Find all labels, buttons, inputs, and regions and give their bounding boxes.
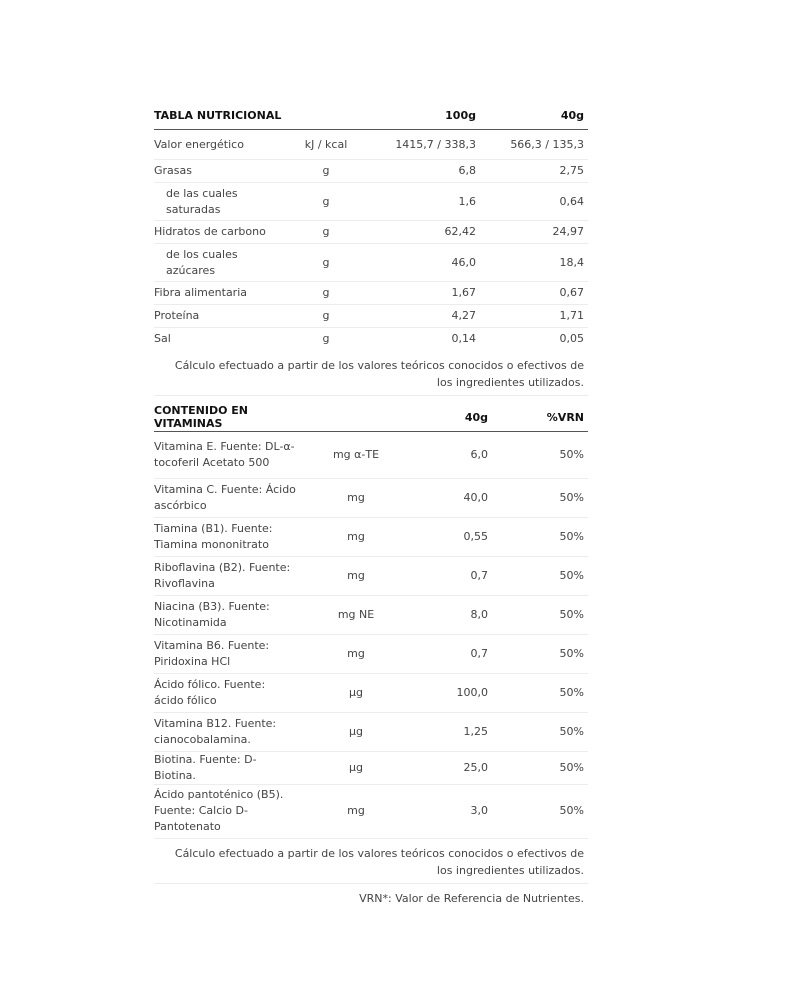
nutrient-value-40g: 0,64 — [480, 183, 588, 221]
vitamin-unit: µg — [304, 712, 408, 751]
vitamin-row — [154, 751, 588, 784]
nutrient-value-100g: 1,67 — [356, 282, 480, 305]
nutrient-value-40g: 0,67 — [480, 282, 588, 305]
nutrition-row — [154, 160, 588, 183]
vitamin-name: Riboflavina (B2). Fuente: Rivoflavina — [154, 556, 304, 595]
nutrient-value-100g: 62,42 — [356, 221, 480, 244]
nutrient-unit: kJ / kcal — [296, 130, 356, 160]
vitamin-name: Ácido fólico. Fuente: ácido fólico — [154, 673, 304, 712]
nutrient-value-40g: 0,05 — [559, 332, 584, 346]
vitamin-unit: mg NE — [304, 595, 408, 634]
vitamin-unit: µg — [304, 673, 408, 712]
col-header-vrn: %VRN — [492, 404, 588, 432]
nutrient-name: de los cuales azúcares — [154, 244, 296, 282]
vitamin-vrn: 50% — [492, 751, 588, 784]
vitamin-row — [154, 673, 588, 712]
vrn-footnote: VRN*: Valor de Referencia de Nutrientes. — [359, 892, 584, 905]
nutrient-value-40g: 24,97 — [480, 221, 588, 244]
vitamin-value-40g: 0,7 — [408, 634, 492, 673]
vitamin-row — [154, 431, 588, 478]
nutrient-unit: g — [322, 332, 330, 346]
nutrient-value-100g: 1,6 — [356, 183, 480, 221]
vitamins-table-title: CONTENIDO EN VITAMINAS — [154, 404, 304, 432]
nutrition-note-block — [154, 351, 588, 396]
vitamins-table — [154, 404, 588, 839]
vitamin-vrn: 50% — [559, 804, 584, 818]
vitamin-vrn: 50% — [492, 634, 588, 673]
col-header-vit-40g: 40g — [408, 404, 492, 432]
vitamin-unit: mg — [304, 478, 408, 517]
vitamin-row — [154, 634, 588, 673]
nutrient-value-40g: 566,3 / 135,3 — [480, 130, 588, 160]
vitamin-value-40g: 6,0 — [408, 431, 492, 478]
vitamin-row — [154, 712, 588, 751]
nutrient-unit: g — [296, 160, 356, 183]
vitamin-row — [154, 595, 588, 634]
vitamin-value-40g: 100,0 — [408, 673, 492, 712]
vitamin-vrn: 50% — [492, 431, 588, 478]
vitamin-unit: µg — [304, 751, 408, 784]
nutrient-unit: g — [296, 282, 356, 305]
vitamin-name: Biotina. Fuente: D-Biotina. — [154, 751, 304, 784]
nutrition-row — [154, 305, 588, 328]
vitamin-name: Vitamina C. Fuente: Ácido ascórbico — [154, 478, 304, 517]
nutrient-unit: g — [296, 221, 356, 244]
vitamin-row — [154, 784, 588, 838]
nutrient-value-40g: 1,71 — [480, 305, 588, 328]
nutrient-unit: g — [296, 183, 356, 221]
vitamin-value-40g: 3,0 — [470, 804, 488, 818]
nutrient-name: Proteína — [154, 305, 296, 328]
vitamins-note: Cálculo efectuado a partir de los valores teóricos conocidos o efectivos de los ingredientes utilizados. — [174, 847, 584, 877]
nutrient-name: Sal — [154, 332, 171, 346]
vitamin-value-40g: 8,0 — [408, 595, 492, 634]
nutrition-table-title: TABLA NUTRICIONAL — [154, 102, 296, 130]
nutrition-row — [154, 221, 588, 244]
vitamin-unit: mg — [304, 634, 408, 673]
nutrition-row — [154, 183, 588, 221]
vitamin-vrn: 50% — [492, 595, 588, 634]
vitamin-unit: mg — [304, 556, 408, 595]
vitamin-value-40g: 40,0 — [408, 478, 492, 517]
nutrient-value-100g: 1415,7 / 338,3 — [356, 130, 480, 160]
vitamin-value-40g: 25,0 — [408, 751, 492, 784]
nutrition-note: Cálculo efectuado a partir de los valores teóricos conocidos o efectivos de los ingredientes utilizados. — [174, 358, 584, 389]
nutrition-row — [154, 328, 588, 351]
nutrition-row — [154, 130, 588, 160]
vitamin-value-40g: 0,55 — [408, 517, 492, 556]
nutrient-unit: g — [296, 244, 356, 282]
nutrient-value-100g: 0,14 — [451, 332, 476, 346]
vitamin-name: Vitamina B6. Fuente: Piridoxina HCl — [154, 634, 304, 673]
vitamin-unit: mg — [347, 804, 365, 818]
vitamin-vrn: 50% — [492, 517, 588, 556]
nutrient-value-100g: 6,8 — [356, 160, 480, 183]
vitamin-name: Tiamina (B1). Fuente: Tiamina mononitrato — [154, 517, 304, 556]
vitamin-vrn: 50% — [492, 478, 588, 517]
vitamin-row — [154, 478, 588, 517]
nutrient-value-100g: 4,27 — [356, 305, 480, 328]
nutrient-name: Fibra alimentaria — [154, 282, 296, 305]
nutrient-name: de las cuales saturadas — [154, 183, 296, 221]
nutrient-value-100g: 46,0 — [356, 244, 480, 282]
nutrient-name: Valor energético — [154, 130, 296, 160]
nutrient-unit: g — [296, 305, 356, 328]
vitamin-vrn: 50% — [492, 673, 588, 712]
nutrition-table — [154, 102, 588, 351]
vitamin-name: Vitamina B12. Fuente: cianocobalamina. — [154, 712, 304, 751]
vitamin-row — [154, 517, 588, 556]
vitamin-unit: mg — [304, 517, 408, 556]
vitamin-unit: mg α-TE — [304, 431, 408, 478]
vitamin-vrn: 50% — [492, 712, 588, 751]
vitamin-name: Vitamina E. Fuente: DL-α-tocoferil Acetato 500 — [154, 431, 304, 478]
vitamins-note-block — [154, 838, 588, 884]
nutrition-row — [154, 244, 588, 282]
vitamin-vrn: 50% — [492, 556, 588, 595]
nutrition-document — [154, 0, 588, 907]
col-header-40g: 40g — [480, 102, 588, 130]
vitamin-row — [154, 556, 588, 595]
vitamin-value-40g: 1,25 — [408, 712, 492, 751]
vitamin-name: Ácido pantoténico (B5). Fuente: Calcio D-Pantotenato — [154, 788, 284, 834]
col-header-100g: 100g — [356, 102, 480, 130]
nutrient-name: Grasas — [154, 160, 296, 183]
nutrient-name: Hidratos de carbono — [154, 221, 296, 244]
nutrient-value-40g: 2,75 — [480, 160, 588, 183]
nutrient-value-40g: 18,4 — [480, 244, 588, 282]
vitamin-value-40g: 0,7 — [408, 556, 492, 595]
nutrition-row — [154, 282, 588, 305]
vitamin-name: Niacina (B3). Fuente: Nicotinamida — [154, 595, 304, 634]
